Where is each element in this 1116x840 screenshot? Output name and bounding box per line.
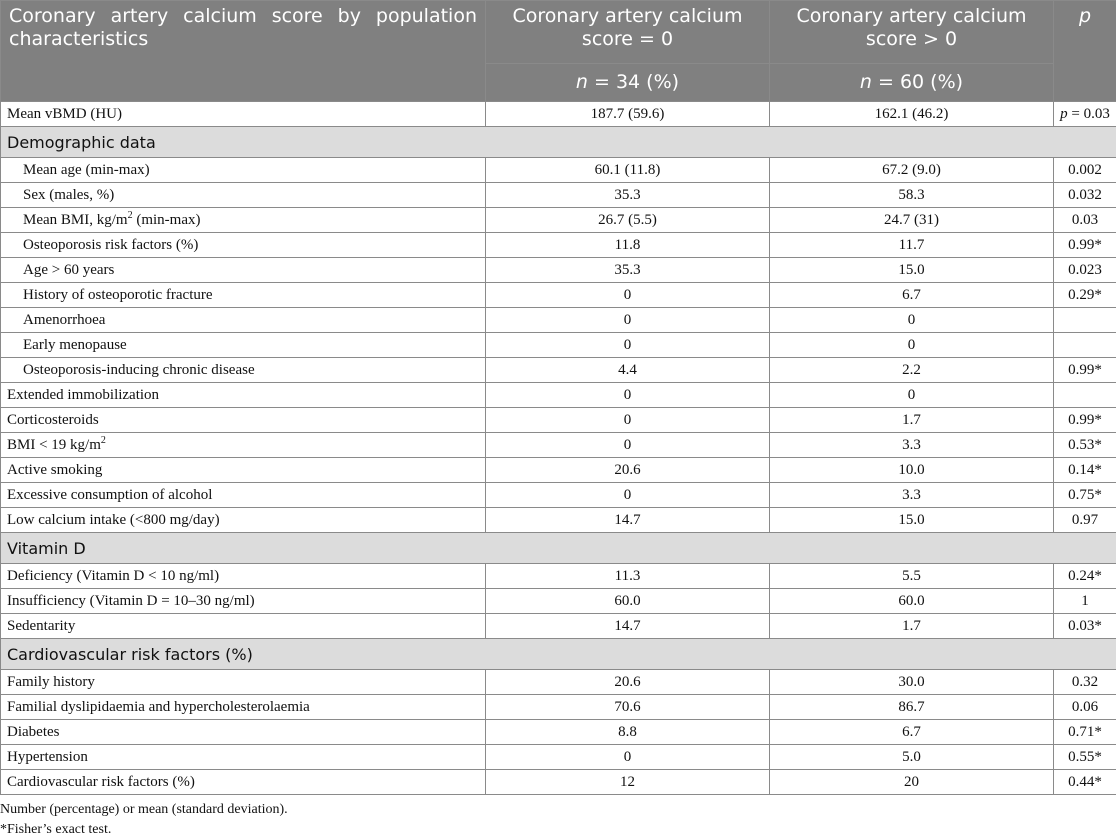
value-cac-positive: 30.0 (770, 670, 1054, 695)
value-cac-zero: 0 (486, 333, 770, 358)
header-n-cac-zero (486, 63, 770, 101)
header-cac-positive: Coronary artery calcium score > 0 (770, 1, 1054, 64)
value-cac-zero: 11.3 (486, 564, 770, 589)
table-row (1, 158, 1116, 183)
row-label: Active smoking (1, 458, 486, 483)
value-cac-zero: 8.8 (486, 720, 770, 745)
value-cac-zero: 187.7 (59.6) (486, 102, 770, 127)
value-cac-zero: 20.6 (486, 458, 770, 483)
p-value: 0.32 (1054, 670, 1116, 695)
row-label: Hypertension (1, 745, 486, 770)
table-row (1, 183, 1116, 208)
value-cac-zero: 70.6 (486, 695, 770, 720)
p-number: = 0.03 (1068, 106, 1110, 122)
value-cac-zero: 20.6 (486, 670, 770, 695)
table-row (1, 408, 1116, 433)
header-p-value: p (1054, 1, 1116, 102)
p-value: 0.03 (1054, 208, 1116, 233)
table-row (1, 102, 1116, 127)
value-cac-zero: 4.4 (486, 358, 770, 383)
table-row (1, 745, 1116, 770)
p-value: 1 (1054, 589, 1116, 614)
row-label: History of osteoporotic fracture (1, 283, 486, 308)
label-superscript: 2 (128, 210, 133, 221)
value-cac-zero: 0 (486, 483, 770, 508)
value-cac-positive: 1.7 (770, 614, 1054, 639)
value-cac-positive: 67.2 (9.0) (770, 158, 1054, 183)
table-row (1, 589, 1116, 614)
value-cac-positive: 1.7 (770, 408, 1054, 433)
value-cac-positive: 15.0 (770, 258, 1054, 283)
row-label: Low calcium intake (<800 mg/day) (1, 508, 486, 533)
value-cac-positive: 86.7 (770, 695, 1054, 720)
p-value: 0.14* (1054, 458, 1116, 483)
n-symbol: n (860, 71, 872, 93)
table-row (1, 483, 1116, 508)
row-label: Diabetes (1, 720, 486, 745)
value-cac-zero: 35.3 (486, 258, 770, 283)
table-row (1, 283, 1116, 308)
value-cac-positive: 15.0 (770, 508, 1054, 533)
row-label: Mean vBMD (HU) (1, 102, 486, 127)
value-cac-positive: 24.7 (31) (770, 208, 1054, 233)
p-value: 0.71* (1054, 720, 1116, 745)
p-symbol: p (1060, 106, 1068, 122)
header-n-cac-positive (770, 63, 1054, 101)
value-cac-positive: 60.0 (770, 589, 1054, 614)
p-value: 0.99* (1054, 408, 1116, 433)
p-value: 0.99* (1054, 358, 1116, 383)
footnote-legend: Number (percentage) or mean (standard deviation). (0, 800, 1116, 820)
header-cac-zero: Coronary artery calcium score = 0 (486, 1, 770, 64)
value-cac-zero: 0 (486, 283, 770, 308)
table-row (1, 433, 1116, 458)
row-label (1, 433, 486, 458)
p-value: 0.97 (1054, 508, 1116, 533)
value-cac-zero: 60.0 (486, 589, 770, 614)
table-row (1, 670, 1116, 695)
row-label: Amenorrhoea (1, 308, 486, 333)
value-cac-positive: 58.3 (770, 183, 1054, 208)
section-demographic-data: Demographic data (1, 127, 1116, 158)
p-value: 0.002 (1054, 158, 1116, 183)
section-cardiovascular-risk: Cardiovascular risk factors (%) (1, 639, 1116, 670)
value-cac-positive: 11.7 (770, 233, 1054, 258)
value-cac-zero: 35.3 (486, 183, 770, 208)
row-label: Corticosteroids (1, 408, 486, 433)
n-symbol: n (576, 71, 588, 93)
value-cac-positive: 3.3 (770, 433, 1054, 458)
row-label: Osteoporosis-inducing chronic disease (1, 358, 486, 383)
row-label: Extended immobilization (1, 383, 486, 408)
p-value: 0.023 (1054, 258, 1116, 283)
n-value: = 60 (%) (872, 71, 963, 93)
value-cac-positive: 0 (770, 333, 1054, 358)
row-label: Insufficiency (Vitamin D = 10–30 ng/ml) (1, 589, 486, 614)
table-row (1, 508, 1116, 533)
section-vitamin-d: Vitamin D (1, 533, 1116, 564)
p-value: 0.03* (1054, 614, 1116, 639)
label-tail: (min-max) (133, 212, 201, 228)
section-header (1, 127, 1116, 158)
table-row (1, 258, 1116, 283)
value-cac-positive: 6.7 (770, 283, 1054, 308)
label-text: Mean BMI, kg/m (23, 212, 128, 228)
p-value (1054, 383, 1116, 408)
p-value: 0.24* (1054, 564, 1116, 589)
p-value: 0.99* (1054, 233, 1116, 258)
value-cac-zero: 14.7 (486, 508, 770, 533)
row-label: Family history (1, 670, 486, 695)
value-cac-zero: 0 (486, 383, 770, 408)
p-value: 0.55* (1054, 745, 1116, 770)
row-label: Familial dyslipidaemia and hypercholesterolaemia (1, 695, 486, 720)
header-characteristics: Coronary artery calcium score by population characteristics (1, 1, 486, 102)
p-value: 0.53* (1054, 433, 1116, 458)
table-row (1, 333, 1116, 358)
table-row (1, 308, 1116, 333)
value-cac-positive: 162.1 (46.2) (770, 102, 1054, 127)
table-row (1, 233, 1116, 258)
p-value (1054, 333, 1116, 358)
row-label: Cardiovascular risk factors (%) (1, 770, 486, 795)
table-row (1, 614, 1116, 639)
value-cac-positive: 10.0 (770, 458, 1054, 483)
value-cac-positive: 2.2 (770, 358, 1054, 383)
label-text: BMI < 19 kg/m (7, 437, 101, 453)
row-label: Excessive consumption of alcohol (1, 483, 486, 508)
value-cac-positive: 5.5 (770, 564, 1054, 589)
table-row (1, 208, 1116, 233)
value-cac-positive: 0 (770, 383, 1054, 408)
value-cac-zero: 0 (486, 408, 770, 433)
row-label: Early menopause (1, 333, 486, 358)
p-value: 0.29* (1054, 283, 1116, 308)
value-cac-zero: 26.7 (5.5) (486, 208, 770, 233)
table-row (1, 720, 1116, 745)
n-value: = 34 (%) (588, 71, 679, 93)
value-cac-zero: 11.8 (486, 233, 770, 258)
table-row (1, 358, 1116, 383)
footnote-fisher: *Fisher’s exact test. (0, 820, 1116, 840)
value-cac-zero: 0 (486, 308, 770, 333)
row-label: Osteoporosis risk factors (%) (1, 233, 486, 258)
value-cac-positive: 3.3 (770, 483, 1054, 508)
value-cac-positive: 0 (770, 308, 1054, 333)
value-cac-positive: 20 (770, 770, 1054, 795)
value-cac-zero: 12 (486, 770, 770, 795)
row-label: Deficiency (Vitamin D < 10 ng/ml) (1, 564, 486, 589)
value-cac-positive: 6.7 (770, 720, 1054, 745)
table-row (1, 383, 1116, 408)
section-header (1, 639, 1116, 670)
p-value: 0.75* (1054, 483, 1116, 508)
value-cac-zero: 60.1 (11.8) (486, 158, 770, 183)
p-value: 0.032 (1054, 183, 1116, 208)
p-value (1054, 308, 1116, 333)
table-row (1, 770, 1116, 795)
p-value: 0.06 (1054, 695, 1116, 720)
table-row (1, 695, 1116, 720)
row-label (1, 208, 486, 233)
row-label: Sex (males, %) (1, 183, 486, 208)
row-label: Sedentarity (1, 614, 486, 639)
p-value: 0.44* (1054, 770, 1116, 795)
table-row (1, 564, 1116, 589)
value-cac-zero: 0 (486, 433, 770, 458)
value-cac-zero: 0 (486, 745, 770, 770)
row-label: Age > 60 years (1, 258, 486, 283)
value-cac-positive: 5.0 (770, 745, 1054, 770)
table-footnotes (0, 800, 1116, 840)
p-value (1054, 102, 1116, 127)
row-label: Mean age (min-max) (1, 158, 486, 183)
section-header (1, 533, 1116, 564)
header-row (1, 1, 1116, 64)
value-cac-zero: 14.7 (486, 614, 770, 639)
label-superscript: 2 (101, 435, 106, 446)
table-row (1, 458, 1116, 483)
